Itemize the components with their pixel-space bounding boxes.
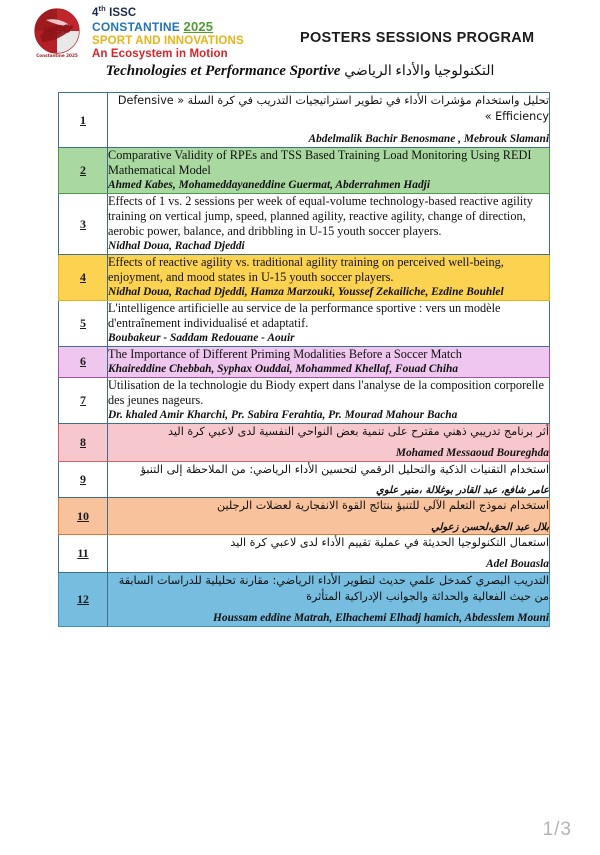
table-row xyxy=(59,377,550,423)
brand-line-issc xyxy=(92,5,244,19)
posters-table xyxy=(58,92,550,627)
table-row xyxy=(59,148,550,194)
poster-authors: Boubakeur - Saddam Redouane - Aouir xyxy=(108,332,295,345)
brand-line-ecosystem: An Ecosystem in Motion xyxy=(92,48,228,61)
poster-authors: Nidhal Doua, Rachad Djeddi, Hamza Marzouki, Youssef Zekailiche, Ezdine Bouhlel xyxy=(108,286,504,299)
row-number-cell: 2 xyxy=(59,148,108,194)
table-row xyxy=(59,423,550,461)
poster-authors: Dr. khaled Amir Kharchi, Pr. Sabira Ferahtia, Pr. Mourad Mahour Bacha xyxy=(108,408,458,421)
row-number-cell: 1 xyxy=(59,93,108,148)
row-number-cell: 10 xyxy=(59,498,108,534)
brand-city: CONSTANTINE xyxy=(92,20,184,35)
poster-authors: بلال عبد الحق،لحسن زعولي xyxy=(431,521,549,533)
poster-authors: عامر شافع، عبد القادر بوغلالة ،منير علوي xyxy=(376,485,549,497)
brand-year: 2025 xyxy=(183,19,214,35)
table-row xyxy=(59,347,550,378)
table-row xyxy=(59,93,550,148)
issc-emblem-icon xyxy=(28,6,86,60)
brand-ordinal: 4 xyxy=(92,6,99,19)
row-number-cell: 7 xyxy=(59,377,108,423)
poster-authors: Khaireddine Chebbah, Syphax Ouddai, Mohammed Khellaf, Fouad Chiha xyxy=(108,363,459,375)
row-content-cell xyxy=(108,423,550,461)
row-content-cell xyxy=(108,534,550,572)
poster-authors: Ahmed Kabes, Mohameddayaneddine Guermat, Abderrahmen Hadji xyxy=(108,179,431,192)
poster-title: استخدام نموذج التعلم الآلي للتنبؤ بنتائج القوة الانفجارية لعضلات الرجلين xyxy=(217,499,549,513)
row-content-cell xyxy=(108,377,550,423)
row-number-cell: 9 xyxy=(59,461,108,497)
row-content-cell xyxy=(108,461,550,497)
poster-authors: Nidhal Doua, Rachad Djeddi xyxy=(108,240,245,253)
row-content-cell xyxy=(108,498,550,534)
row-content-cell xyxy=(108,572,550,626)
page-indicator: 1/3 xyxy=(542,819,572,840)
section-title xyxy=(0,63,600,80)
page-header xyxy=(0,0,600,62)
table-row xyxy=(59,301,550,347)
brand-line-constantine xyxy=(92,20,244,34)
poster-title: Effects of reactive agility vs. traditional agility training on perceived well-being, enjoyment, and mood states in U-15 youth soccer players. xyxy=(108,255,504,285)
poster-title: استخدام التقنيات الذكية والتحليل الرقمي لتحسين الأداء الرياضي: من الملاحظة إلى التنبؤ xyxy=(140,462,549,476)
table-row xyxy=(59,255,550,301)
row-number-cell: 11 xyxy=(59,534,108,572)
row-content-cell xyxy=(108,93,550,148)
brand-block xyxy=(92,5,244,61)
poster-authors: Houssam eddine Matrah, Elhachemi Elhadj hamich, Abdesslem Mouni xyxy=(213,612,549,625)
table-row xyxy=(59,194,550,255)
row-number-cell: 3 xyxy=(59,194,108,255)
poster-title: استعمال التكنولوجيا الحديثة في عملية تقييم الأداء لدى لاعبي كرة اليد xyxy=(230,535,549,549)
poster-authors: Abdelmalik Bachir Benosmane , Mebrouk Slamani xyxy=(308,133,549,146)
poster-title: تحليل واستخدام مؤشرات الأداء في تطوير استراتيجيات التدريب في كرة السلة « Defensive Efficiency » xyxy=(117,94,549,124)
brand-issc-text: ISSC xyxy=(105,6,137,19)
poster-authors: Adel Bouasla xyxy=(486,558,549,571)
table-row xyxy=(59,461,550,497)
table-row xyxy=(59,572,550,626)
row-content-cell xyxy=(108,194,550,255)
issc-logo xyxy=(28,6,86,60)
row-number-cell: 12 xyxy=(59,572,108,626)
row-content-cell xyxy=(108,255,550,301)
row-number-cell: 5 xyxy=(59,301,108,347)
poster-title: Utilisation de la technologie du Biody expert dans l'analyse de la composition corporelle des jeunes nageurs. xyxy=(108,377,544,407)
row-content-cell xyxy=(108,347,550,378)
posters-table-wrapper xyxy=(58,92,550,627)
poster-title: L'intelligence artificielle au service de la performance sportive : vers un modèle d'entraînement individualisé et adaptatif. xyxy=(108,301,501,331)
section-title-latin: Technologies et Performance Sportive xyxy=(105,63,341,79)
table-row xyxy=(59,534,550,572)
row-number-cell: 6 xyxy=(59,347,108,378)
table-row xyxy=(59,498,550,534)
poster-title: Effects of 1 vs. 2 sessions per week of equal-volume technology-based reactive agility training on vertical jump, speed, planned agility, reactive agility, change of direction, aerobic power, balance, and dribbling in U-15 youth soccer players. xyxy=(108,194,533,239)
program-title: POSTERS SESSIONS PROGRAM xyxy=(300,30,535,46)
svg-text:ISSC: ISSC xyxy=(41,22,72,39)
brand-line-sport: SPORT AND INNOVATIONS xyxy=(92,35,244,48)
brand-ordinal-suffix: th xyxy=(98,4,106,13)
poster-title: التدريب البصري كمدخل علمي حديث لتطوير الأداء الرياضي: مقارنة تحليلية للدراسات السابقة من حيث الفعالية والحداثة والجوانب الإدراكية المتأثرة xyxy=(118,573,549,604)
row-number-cell: 8 xyxy=(59,423,108,461)
row-content-cell xyxy=(108,148,550,194)
row-content-cell xyxy=(108,301,550,347)
poster-title: The Importance of Different Priming Modalities Before a Soccer Match xyxy=(108,347,462,361)
poster-authors: Mohamed Messaoud Boureghda xyxy=(395,447,549,460)
poster-title: أثر برنامج تدريبي ذهني مقترح على تنمية بعض النواحي النفسية لدى لاعبي كرة اليد xyxy=(168,424,549,438)
posters-table-body xyxy=(59,93,550,627)
section-title-arabic: التكنولوجيا والأداء الرياضي xyxy=(344,64,495,79)
poster-title: Comparative Validity of RPEs and TSS Based Training Load Monitoring Using REDI Mathematical Model xyxy=(108,148,532,178)
row-number-cell: 4 xyxy=(59,255,108,301)
logo-caption: Constantine 2025 xyxy=(36,53,78,58)
